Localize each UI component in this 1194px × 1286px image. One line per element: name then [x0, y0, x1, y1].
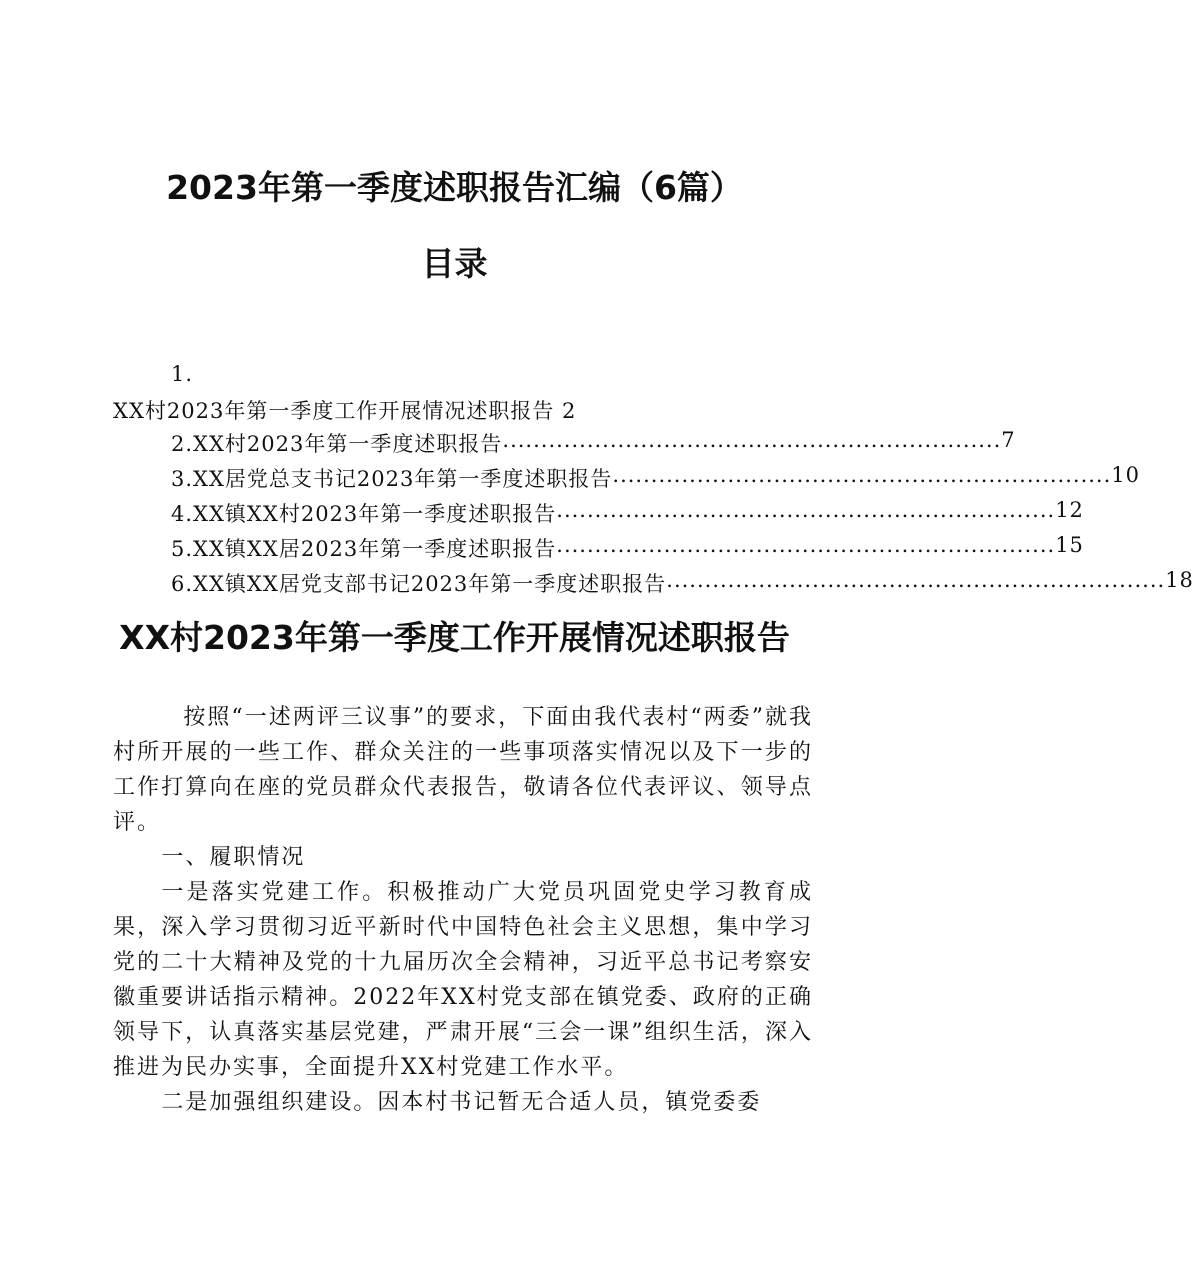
toc-entry-page: 7 [1001, 428, 1016, 452]
toc-entry-text: 6.XX镇XX居党支部书记2023年第一季度述职报告 [171, 572, 667, 596]
toc-entry-page: 10 [1111, 463, 1141, 487]
section-title: XX村2023年第一季度工作开展情况述职报告 [119, 618, 790, 657]
toc-entry-2[interactable] [171, 428, 1016, 458]
toc-entry-1[interactable]: XX村2023年第一季度工作开展情况述职报告 2 [113, 399, 577, 423]
toc-entry-3[interactable] [171, 463, 1141, 493]
document-title: 2023年第一季度述职报告汇编（6篇） [166, 168, 743, 207]
toc-leader-dots: ................................................................. [556, 533, 1056, 557]
toc-leader-dots: ................................................................. [612, 463, 1112, 487]
toc-entry-5[interactable] [171, 533, 1084, 563]
toc-heading: 目录 [421, 244, 488, 283]
toc-entry-text: 3.XX居党总支书记2023年第一季度述职报告 [171, 467, 613, 491]
body-text [113, 700, 813, 1120]
paragraph: 二是加强组织建设。因本村书记暂无合适人员，镇党委委 [161, 1090, 762, 1115]
toc-entry-page: 18 [1165, 568, 1194, 592]
toc-entry-4[interactable] [171, 498, 1084, 528]
toc-entry-page: 12 [1055, 498, 1084, 522]
toc-entry-text: 2.XX村2023年第一季度述职报告 [171, 432, 503, 456]
toc-entry-6[interactable] [171, 568, 1194, 598]
paragraph: 按照“一述两评三议事”的要求，下面由我代表村“两委”就我村所开展的一些工作、群众关注的一些事项落实情况以及下一步的工作打算向在座的党员群众代表报告，敬请各位代表评议、领导点评。 [113, 705, 813, 835]
paragraph: 一是落实党建工作。积极推动广大党员巩固党史学习教育成果，深入学习贯彻习近平新时代中国特色社会主义思想，集中学习党的二十大精神及党的十九届历次全会精神，习近平总书记考察安徽重要讲话指示精神。2022年XX村党支部在镇党委、政府的正确领导下，认真落实基层党建，严肃开展“三会一课”组织生活，深入推进为民办实事，全面提升XX村党建工作水平。 [113, 880, 813, 1080]
toc-leader-dots: ................................................................. [556, 498, 1056, 522]
toc-entry-text: 4.XX镇XX村2023年第一季度述职报告 [171, 502, 557, 526]
toc-leader-dots: ................................................................. [502, 428, 1002, 452]
toc-entry-page: 15 [1055, 533, 1084, 557]
toc-lead-number[interactable]: 1. [171, 362, 194, 386]
toc-entry-text: 5.XX镇XX居2023年第一季度述职报告 [171, 537, 557, 561]
section-heading: 一、履职情况 [161, 845, 306, 870]
toc-leader-dots: ................................................................. [666, 568, 1166, 592]
